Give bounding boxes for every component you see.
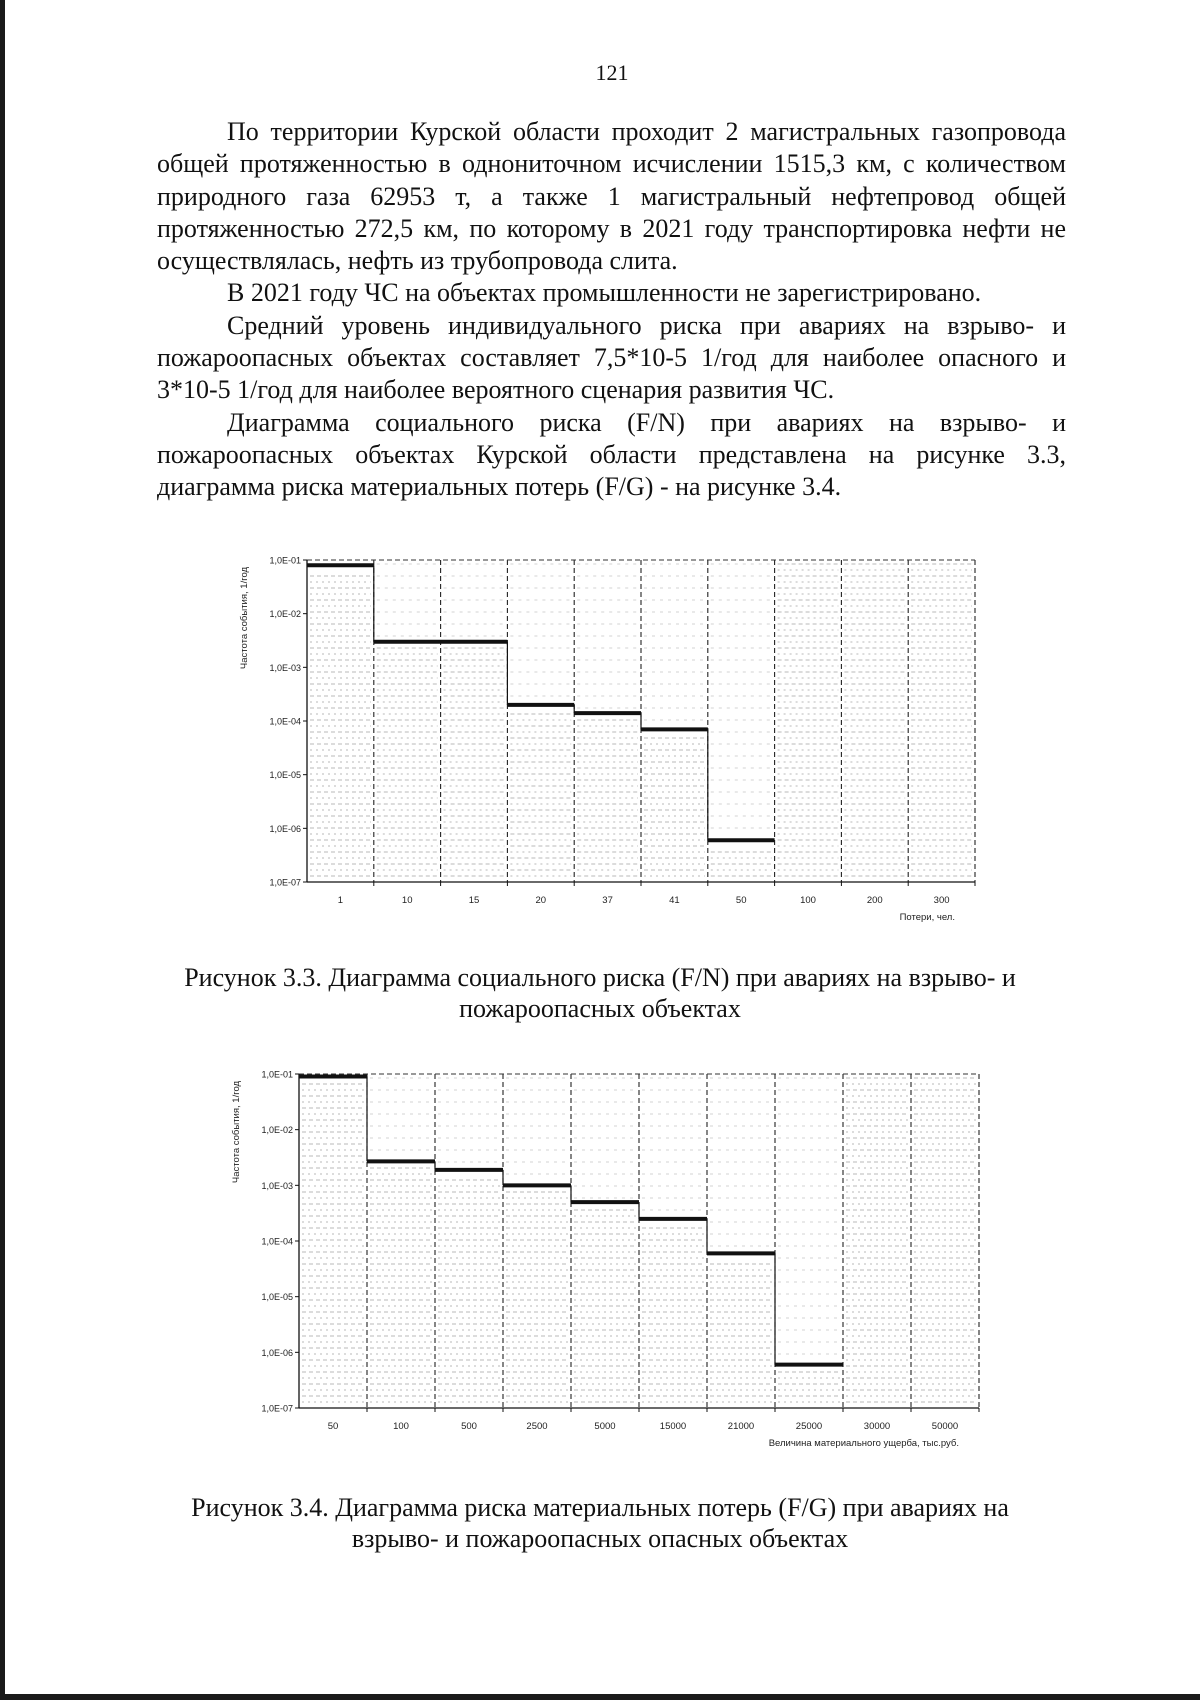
y-tick-label: 1,0E-07 [269,877,301,888]
x-tick-label: 50000 [931,1421,959,1432]
y-axis-label: Частота события, 1/год [231,1080,242,1184]
x-tick-label: 2500 [526,1421,548,1432]
x-tick-label: 200 [866,895,883,906]
page-number: 121 [595,60,629,85]
figure-3-3-caption-line-1: Рисунок 3.3. Диаграмма социального риска (F/N) при авариях на взрыво- и [184,963,1016,992]
y-tick-label: 1,0E-02 [269,609,301,620]
x-axis-label: Величина материального ущерба, тыс.руб. [768,1438,959,1449]
y-tick-label: 1,0E-06 [269,823,301,834]
x-tick-label: 500 [461,1421,477,1432]
figure-3-4-caption [120,1492,1080,1554]
y-axis-label: Частота события, 1/год [239,566,250,670]
y-tick-label: 1,0E-02 [261,1125,293,1136]
body-text [157,116,1066,504]
figure-3-3-caption-line-2: пожароопасных объектах [459,994,741,1023]
x-tick-label: 41 [669,895,680,906]
x-tick-label: 30000 [863,1421,891,1432]
x-tick-label: 25000 [795,1421,823,1432]
figure-3-4-caption-line-1: Рисунок 3.4. Диаграмма риска материальных потерь (F/G) при авариях на [191,1493,1009,1522]
x-tick-label: 50 [327,1421,339,1432]
y-tick-label: 1,0E-03 [261,1180,293,1191]
x-tick-label: 15000 [659,1421,687,1432]
paragraph-individual-risk: Средний уровень индивидуального риска при авариях на взрыво- и пожароопасных объектах составляет 7,5*10-5 1/год для наиболее опасного и 3*10-5 1/год для наиболее вероятного сценария развития ЧС. [157,310,1066,405]
x-tick-label: 50 [735,895,747,906]
y-tick-label: 1,0E-04 [261,1236,293,1247]
x-axis-label: Потери, чел. [899,912,955,923]
y-tick-label: 1,0E-04 [269,716,301,727]
figure-3-4-caption-line-2: взрыво- и пожароопасных опасных объектах [351,1524,849,1553]
x-tick-label: 20 [535,895,547,906]
x-tick-label: 100 [800,895,816,906]
scan-bottom-border [0,1694,1200,1700]
y-tick-label: 1,0E-07 [261,1403,293,1414]
figure-3-3-caption [120,962,1080,1024]
paragraph-diagrams-reference: Диаграмма социального риска (F/N) при авариях на взрыво- и пожароопасных объектах Курской области представлена на рисунке 3.3, диаграмма риска материальных потерь (F/G) - на рисунке 3.4. [157,407,1066,502]
material-loss-fg-chart [0,1046,1200,1449]
x-tick-label: 5000 [594,1421,616,1432]
x-tick-label: 100 [393,1421,409,1432]
x-tick-label: 1 [337,895,344,906]
x-tick-label: 10 [401,895,413,906]
x-tick-label: 21000 [727,1421,755,1432]
y-tick-label: 1,0E-01 [269,555,301,566]
x-tick-label: 37 [602,895,613,906]
paragraph-emergencies: В 2021 году ЧС на объектах промышленности не зарегистрировано. [227,278,982,308]
y-tick-label: 1,0E-03 [269,662,301,673]
paragraph-pipelines: По территории Курской области проходит 2 магистральных газопровода общей протяженностью в однониточном исчислении 1515,3 км, с количеством природного газа 62953 т, а также 1 магистральный нефтепровод общей протяженностью 272,5 км, по которому в 2021 году транспортировка нефти не осуществлялась, нефть из трубопровода слита. [157,117,1066,276]
y-tick-label: 1,0E-05 [269,770,301,781]
y-tick-label: 1,0E-05 [261,1292,293,1303]
y-tick-label: 1,0E-01 [261,1069,293,1080]
y-tick-label: 1,0E-06 [261,1347,293,1358]
x-tick-label: 15 [468,895,480,906]
x-tick-label: 300 [933,895,950,906]
social-risk-fn-chart [0,520,1200,923]
